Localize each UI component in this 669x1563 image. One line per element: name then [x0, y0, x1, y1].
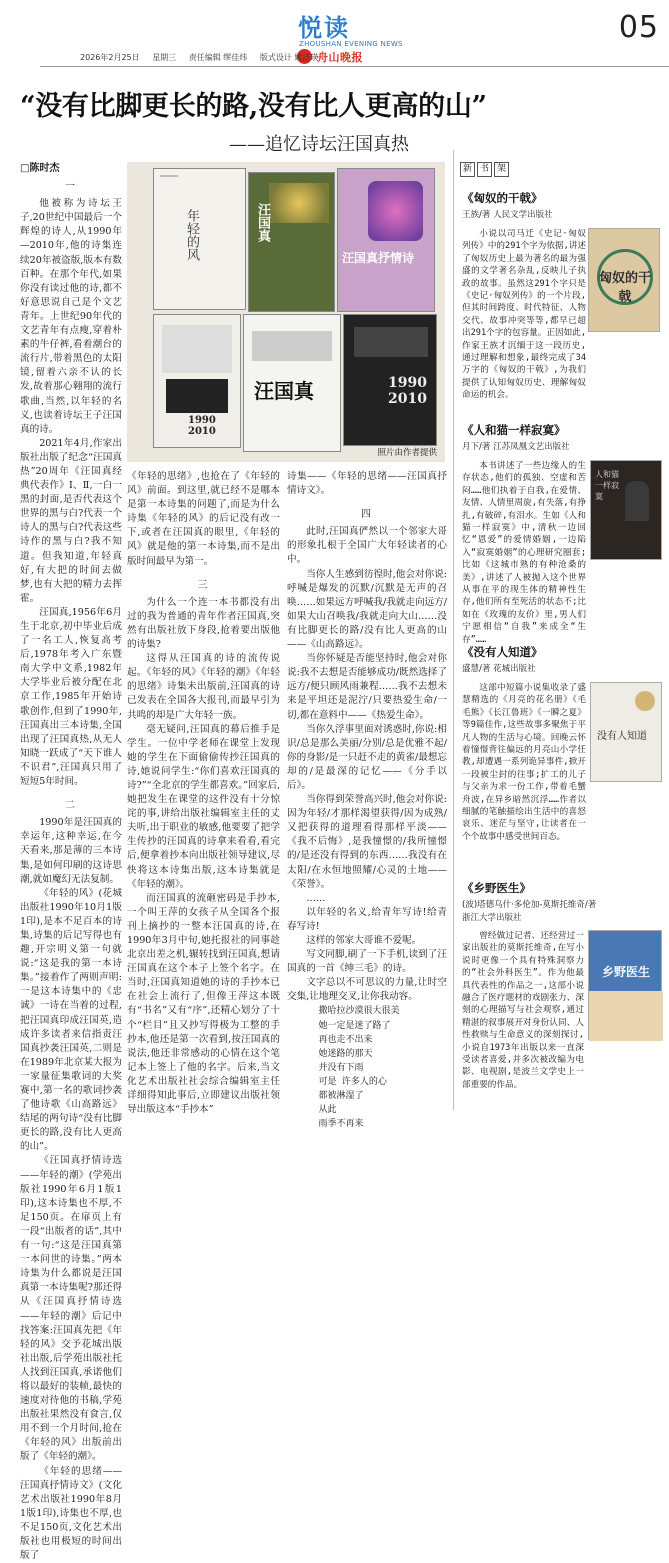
- book-author: (波)塔德乌什·多伦加-莫斯托维奇/著: [462, 900, 597, 910]
- book-cover-2: [248, 172, 335, 312]
- book-description-text: 本书讲述了一些边缘人的生存状态,他们的孤独、空虚和苦闷……他们执着于自我,在爱情、友情、人情里周旋,有失落,有挣扎,有破碎,有泪水。生如《人和猫一样寂寞》中,清秋一边回忆“恩爱”的爱情婚姻,一边陷入“寂寞婚姻”的心理研究圈套;比如《这城市熟的有种沧桑的美》,讲述了人被抛入这个世界从事在平的现生体的精神性生存,他们所有至死活的状态不;比如在《玫瑰的友价》里,男人们宁愿相信“自我”来成全“生存”……: [462, 461, 586, 645]
- sidebar-tag-char: 新: [460, 162, 475, 177]
- book-cover-3: [337, 168, 435, 312]
- book-cover-2-title: 汪国真: [255, 203, 270, 242]
- poem-line: 她一定是迷了路了: [318, 1020, 391, 1031]
- book-title: 《匈奴的干戟》: [462, 191, 543, 205]
- article-column-1: [20, 162, 122, 1562]
- book-cover-title: 匈奴的干戟: [598, 271, 651, 305]
- paragraph: 为什么一个连一本书都没有出过的我为普通的青年作者汪国真,突然有出版社放下身段,抢着要出版他的诗集?: [127, 596, 280, 651]
- sidebar-tag: [460, 162, 509, 177]
- paragraph: 1990年是汪国真的幸运年,这种幸运,在今天看来,那是薄的三本诗集,是如何印刷的这诗思潮,就如魔幻无法复制。: [20, 817, 122, 885]
- paragraph: ……: [306, 892, 326, 904]
- book-cover-6-title: 1990 2010: [388, 375, 427, 407]
- article-subheadline: ——追忆诗坛汪国真热: [229, 134, 409, 155]
- issue-date: 2026年2月25日: [80, 53, 140, 62]
- book-description: [462, 460, 662, 645]
- article-photo: [127, 162, 445, 462]
- book-cover-6: [343, 314, 437, 446]
- section-title: 悦读: [298, 14, 350, 42]
- book-author: 王族/著 人民文学出版社: [462, 210, 553, 220]
- poem-line: 并没有下雨: [318, 1062, 364, 1073]
- book-cover-4-title: 1990 2010: [188, 415, 216, 437]
- book-description-text: 曾经做过记者、还经营过一家出版社的莫斯托维奇,在写小说时更像一个具有特殊洞察力的“社会外科医生”。作为他最具代表性的作品之一,这部小说融合了医疗题材的戏剧张力、深刻的心理描写与社会观察,通过精湛的叙事展开对身份认同、人性救赎与生命意义的深刻探讨,小说自1973年出版以来一直深受读者喜爱,并多次被改编为电影、电视剧,是波兰文学史上一部重要的作品。: [462, 931, 584, 1090]
- paragraph: 写文同脚,刷了一下手机,读到了汪国真的一首《绅三毛》的诗。: [287, 949, 447, 975]
- section-subtitle-en: ZHOUSHAN EVENING NEWS: [299, 40, 403, 48]
- book-cover-1-title: 年轻的风: [184, 209, 199, 261]
- paragraph: 当你久浮事里面对诱惑时,你说:相识/总是那么美丽/分别/总是优雅不起/你的身影/是一只赶不走的黄雀/最想忘却的/是最深的记忆——《分手以后》。: [287, 723, 447, 791]
- paragraph: 《年轻的风》(花城出版社1990年10月1版1印),是本不足百本的诗集,诗集的后记写得也有趣,开宗明义第一句就说:“这是我的第一本诗集。”接着作了两则声明:一是这本诗集中的《忠诚》一诗在当着的过程,把汪国真印成汪国英,造成许多读者来信指责汪国真抄袭汪国英,二则是在1989年北京某大报为一家量征集歌词的大奖赛中,第一名的歌词抄袭了他诗歌《山高路远》结尾的两句诗“没有比脚更长的路,没有比人更高的山”。: [20, 887, 122, 1153]
- sidebar-tag-char: 架: [494, 162, 509, 177]
- book-description-text: 这部中短篇小说集收录了盛慧精选的《月亮的花名册》《毛毛熊》《长江鲁班》《一瞬之夏》等9篇佳作,这些故事多聚焦于平凡人物的生活与心境。回晚云怀着憧憬背往偏远的月亮山小学任教,却遭遇一系列诡异事件,掀开一段被尘封的往事;扩工的儿子与父亲为求一份工作,带着毛蟹舟波,在异乡暗然沉浮……作者以细腻的笔触描绘出生活中的喜怒哀乐、迷茫与坚守,让读者在一个个故事中感受世间百态。: [462, 683, 586, 842]
- paragraph: 此时,汪国真俨然以一个邻家大哥的形象扎根于全国广大年轻读者的心中。: [287, 526, 447, 566]
- paragraph: 这样的邻家大哥谁不爱呢。: [306, 935, 422, 946]
- book-author: 盛慧/著 花城出版社: [462, 664, 536, 674]
- poem-line: 再也走不出来: [318, 1034, 373, 1045]
- paragraph: 毫无疑问,汪国真的幕后推手是学生。一位中学老师在课堂上发现她的学生在下面偷偷传抄汪国真的诗,她说问学生:“你们喜欢汪国真的诗?”“全北京的学生都喜欢。”回家后,她把发生在课堂的这件没有十分惊诧的事,讲给出版社编辑室主任的丈夫听,出于职业的敏感,他要要了把学生传抄的汪国真的诗拿来看看,看完后,便拿着抄本向出版社领导建议,尽快将这本诗集出版,这本诗集就是《年轻的潮》。: [127, 723, 280, 890]
- poem-line: 她迷路的那天: [318, 1048, 373, 1059]
- article-byline: □陈时杰: [20, 163, 60, 174]
- section-number-1: 一: [65, 181, 77, 193]
- newspaper-name: 舟山晚报: [317, 51, 363, 64]
- editor-credit: 责任编辑 缪佳炜: [188, 53, 248, 62]
- article-headline: “没有比脚更长的路,没有比人更高的山”: [20, 91, 487, 122]
- header-meta: [80, 52, 328, 63]
- photo-caption: 照片由作者提供: [377, 448, 437, 458]
- book-cover-1: [153, 168, 246, 310]
- paragraph: 这得从汪国真的诗的流传说起。《年轻的风》《年轻的潮》《年轻的思绪》诗集未出版前,汪国真的诗已发表在全国各大报刊,而最早引为共鸣的却是广大年轻一族。: [127, 653, 280, 721]
- poem-line: 雨季不再来: [318, 1119, 364, 1130]
- header-divider: [40, 66, 669, 67]
- paragraph: 诗集——《年轻的思绪——汪国真抒情诗文》。: [287, 471, 447, 497]
- paragraph: 文字总以不可思议的力量,让时空交集,让地理交叉,让你我动容。: [287, 977, 447, 1003]
- article-column-3: [287, 470, 447, 1130]
- paragraph: 汪国真,1956年6月生于北京,初中毕业后成了一名工人,恢复高考后,1978年考入广东暨南大学中文系,1982年大学毕业后被分配在北京工作,1985年开始诗歌创作,但到了1990年,汪国真出三本诗集,全国出现了汪国真热,从无人知晓一跃成了“天下谁人不识君”,汪国真只用了短短5年时间。: [20, 606, 122, 788]
- book-cover-4: [153, 314, 241, 448]
- book-cover-title: 没有人知道: [597, 731, 647, 742]
- paragraph: 《年轻的思绪》,也抢在了《年轻的风》前面。到这里,就已经不是哪本是第一本诗集的问题了,而是为什么诗集《年轻的风》的后记没有改一下,或者在汪国真的眼里,《年轻的风》就是他的第一本诗集,而不是出版时间最早为第一。: [127, 471, 280, 567]
- book-cover-title: 乡野医生: [601, 965, 650, 979]
- article-column-2: [127, 470, 280, 1114]
- section-number-2: 二: [65, 800, 77, 812]
- book-title: 《人和猫一样寂寞》: [462, 423, 566, 437]
- paragraph: 他被称为诗坛王子,20世纪中国最后一个辉煌的诗人,从1990年—2010年,他的诗集连续20年被盗版,版本有数百种。在那个年代,如果你没有读过他的诗,都不好意思说自己是个文艺青年。上世纪90年代的文艺青年有点瘦,穿着朴素的牛仔裤,看着潮台的流行片,带着黑色的太阳镜,留着六亲不认的长发,故着那心翱翔的流行歌曲,当然,以年轻的名义,也读着诗坛王子汪国真的诗。: [20, 198, 122, 435]
- paragraph: 当你得到荣誉高兴时,他会对你说:因为年轻/才那样渴望获得/因为成熟/又把获得的道理看得那样平淡——《我不后悔》,是我憧憬的/我所憧憬的/是还没有得到的东西……我没有在太阳/在永恒地照耀/心灵的土地——《荣誉》。: [287, 794, 447, 890]
- page-number: 05: [618, 10, 659, 45]
- poem-line: 都被淋湿了: [318, 1091, 364, 1102]
- book-description: [462, 228, 662, 408]
- book-publisher: 浙江大学出版社: [462, 913, 522, 923]
- paragraph: 而汪国真的流砸密码是手抄本,一个叫王萍的女孩子从全国各个报刊上摘抄的一整本汪国真的诗,在1990年3月中旬,她托报社的同事趁北京出差之机,辗转找到汪国真,想请汪国真在这个本子上签个名字。在当时,汪国真知道她的诗的手抄本已在社会上流行了,但像王萍这本既有“书名”又有“序”,还精心划分了十个“栏目”且又抄写得极为工整的手抄本,他还是第一次看到,按汪国真的说法,他还非常感动的心情在这个笔记本上签上了他的名字。后来,当文化艺术出版社社会综合编辑室主任详细得知此事后,立即建议出版社领导出版这本“手抄本”: [127, 892, 280, 1116]
- sidebar-divider: [453, 150, 454, 1110]
- section-number-3: 三: [197, 579, 210, 591]
- book-cover-title: 人和猫一样寂寞: [595, 470, 619, 501]
- book-cover-5: [243, 314, 341, 452]
- poem-line: 可是 许多人的心: [318, 1076, 387, 1087]
- book-title: 《乡野医生》: [462, 881, 531, 895]
- page-header: [0, 0, 669, 70]
- book-author: 月下/著 江苏凤凰文艺出版社: [462, 442, 570, 452]
- paragraph: 以年轻的名义,给青年写诗!给青春写诗!: [287, 906, 447, 932]
- paragraph: 《年轻的思绪——汪国真抒情诗文》(文化艺术出版社1990年8月1版1印),诗集也不厚,也不足150页,文化艺术出版社也用极短的时间出版了: [20, 1465, 122, 1562]
- designer-credit: 版式设计 姚洁瑛: [259, 53, 319, 62]
- section-number-4: 四: [361, 509, 373, 521]
- new-books-sidebar: [460, 150, 665, 1114]
- book-title: 《没有人知道》: [462, 645, 543, 659]
- book-cover-3-title: 汪国真抒情诗: [342, 251, 415, 265]
- issue-weekday: 星期三: [152, 53, 177, 62]
- paragraph: 当你怀疑是否能坚持时,他会对你说:我不去想是否能够成功/既然选择了远方/便只顾风雨兼程……我不去想未来是平坦还是泥泞/只要热爱生命/一切,都在意料中——《热爱生命》。: [287, 653, 447, 721]
- paragraph: 当你人生感到彷徨时,他会对你说:呼喊是爆发的沉默/沉默是无声的召唤……如果远方呼喊我/我就走向远方/如果大山召唤我/我就走向大山……没有比脚更长的路/没有比人更高的山——《山高路远》。: [287, 568, 447, 651]
- paragraph: 2021年4月,作家出版社出版了纪念“汪国真热”20周年《汪国真经典代表作》Ⅰ、Ⅱ,一白一黑的封面,是否代表这个世界的黑与白?代表一个诗人的黑与白?代表这些诗作的黑与白?我不知道。但我知道,年轻真好,有大把的时间去做梦,也有大把的精力去挥霍。: [20, 437, 122, 604]
- book-description-text: 小说以司马迁《史记·匈奴列传》中的291个字为依据,讲述了匈奴历史上最为著名的最为强盛的文学著名杂乱,反映儿子执政的故事。虽然这291个字只是《史记·匈奴列传》的一个片段,但其时间跨度、时代特征、人物交代、故事冲突等等,都早已超出291个字的包容量。正因如此,作家王族才沉缅于这一段历史,通过理解和想象,最终完成了34万字的《匈奴的干戟》,为我们提供了认知匈奴历史、理解匈奴命运的机会。: [462, 229, 586, 401]
- book-cover-5-title: 汪国真: [254, 379, 314, 403]
- book-description: [462, 682, 662, 847]
- poem-line: 撒哈拉沙漠很大很美: [318, 1006, 400, 1017]
- book-description: [462, 930, 662, 1114]
- poem-line: 从此: [318, 1105, 337, 1116]
- paragraph: 《汪国真抒情诗选——年轻的潮》(学苑出版社1990年6月1版1印),这本诗集也不厚,不足150页。在扉页上有一段“出版者的话”,其中有一句:“这是汪国真第一本问世的诗集。”两本诗集为什么都说是汪国真第一本诗集呢?那还得从《汪国真抒情诗选——年轻的潮》后记中找答案:汪国真先把《年轻的风》交予花城出版社出版,后学苑出版社托人找到汪国真,承诺他们将以最好的装帧,最快的速度对待他的书稿,学苑出版社果然没有食言,仅用不到一个月时间,抢在《年轻的风》出版前出版了《年轻的潮》。: [20, 1155, 122, 1463]
- sidebar-tag-char: 书: [477, 162, 492, 177]
